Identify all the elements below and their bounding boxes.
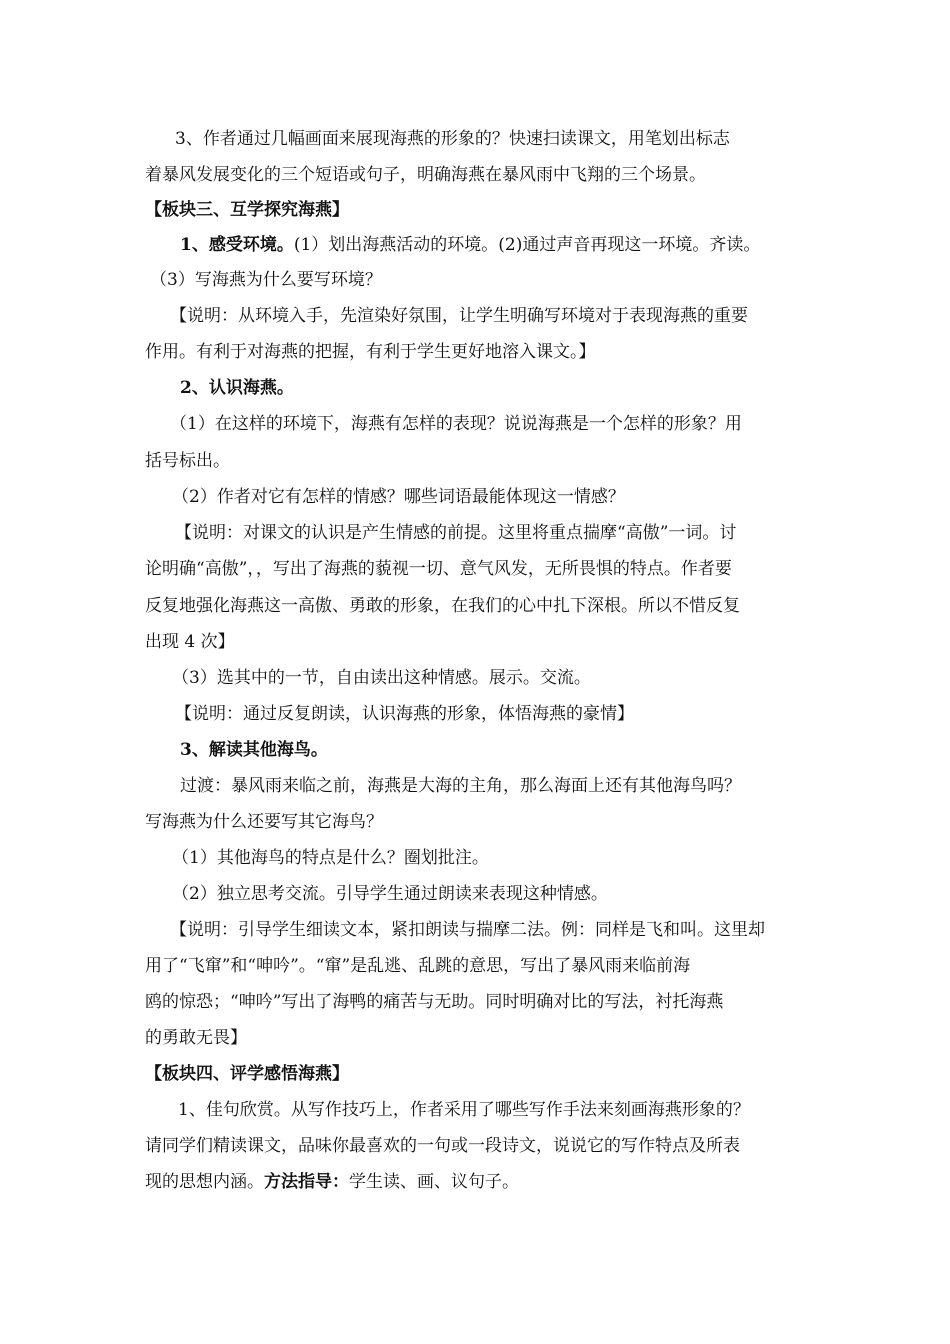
paragraph-line [180, 234, 760, 256]
paragraph-line: 着暴风发展变化的三个短语或句子，明确海燕在暴风雨中飞翔的三个场景。 [145, 165, 706, 185]
note-line: 【说明：通过反复朗读，认识海燕的形象，体悟海燕的豪情】 [175, 704, 634, 724]
paragraph-line: 写海燕为什么还要写其它海鸟？ [145, 812, 383, 832]
subheading: 2、认识海燕。 [180, 378, 294, 398]
subheading: 3、解读其他海鸟。 [180, 740, 328, 760]
line-text: 现的思想内涵。 [145, 1172, 264, 1192]
note-line: 【说明：引导学生细读文本，紧扣朗读与揣摩二法。例：同样是飞和叫。这里却 [170, 920, 765, 940]
paragraph-line: （1）在这样的环境下，海燕有怎样的表现？说说海燕是一个怎样的形象？用 [170, 414, 742, 434]
paragraph-line: 过渡：暴风雨来临之前，海燕是大海的主角，那么海面上还有其他海鸟吗？ [180, 776, 741, 796]
paragraph-line: 3、作者通过几幅画面来展现海燕的形象的？快速扫读课文，用笔划出标志 [175, 129, 730, 149]
paragraph-line [145, 1171, 519, 1193]
paragraph-line: （3）选其中的一节，自由读出这种情感。展示。交流。 [172, 668, 591, 688]
paragraph-line: （3）写海燕为什么要写环境？ [150, 270, 382, 290]
note-line: 出现 4 次】 [145, 632, 235, 652]
paragraph-line: 1、佳句欣赏。从写作技巧上，作者采用了哪些写作手法来刻画海燕形象的？ [178, 1100, 750, 1120]
note-line: 鸥的惊恐；“呻吟”写出了海鸭的痛苦与无助。同时明确对比的写法，衬托海燕 [145, 992, 724, 1012]
note-line: 【说明：对课文的认识是产生情感的前提。这里将重点揣摩“高傲”一词。讨 [175, 523, 737, 543]
method-label: 方法指导： [264, 1172, 349, 1192]
section-heading: 【板块四、评学感悟海燕】 [145, 1064, 349, 1084]
paragraph-line: （2）作者对它有怎样的情感？哪些词语最能体现这一情感？ [172, 487, 625, 507]
step-text: (1）划出海燕活动的环境。(2)通过声音再现这一环境。齐读。 [293, 235, 761, 255]
paragraph-line: （1）其他海鸟的特点是什么？圈划批注。 [172, 848, 489, 868]
paragraph-line: 括号标出。 [145, 451, 230, 471]
method-text: 学生读、画、议句子。 [349, 1172, 519, 1192]
note-line: 的勇敢无畏】 [145, 1028, 247, 1048]
note-line: 反复地强化海燕这一高傲、勇敢的形象，在我们的心中扎下深根。所以不惜反复 [145, 596, 740, 616]
note-line: 作用。有利于对海燕的把握，有利于学生更好地溶入课文。】 [145, 342, 596, 362]
paragraph-line: （2）独立思考交流。引导学生通过朗读来表现这种情感。 [172, 884, 608, 904]
note-line: 论明确“高傲”，，写出了海燕的藐视一切、意气风发，无所畏惧的特点。作者要 [145, 559, 732, 579]
paragraph-line: 请同学们精读课文，品味你最喜欢的一句或一段诗文，说说它的写作特点及所表 [145, 1136, 740, 1156]
step-label: 1、感受环境。 [180, 235, 294, 255]
note-line: 用了“飞窜”和“呻吟”。“窜”是乱逃、乱跳的意思，写出了暴风雨来临前海 [145, 956, 691, 976]
note-line: 【说明：从环境入手，先渲染好氛围，让学生明确写环境对于表现海燕的重要 [170, 306, 748, 326]
section-heading: 【板块三、互学探究海燕】 [145, 200, 349, 220]
